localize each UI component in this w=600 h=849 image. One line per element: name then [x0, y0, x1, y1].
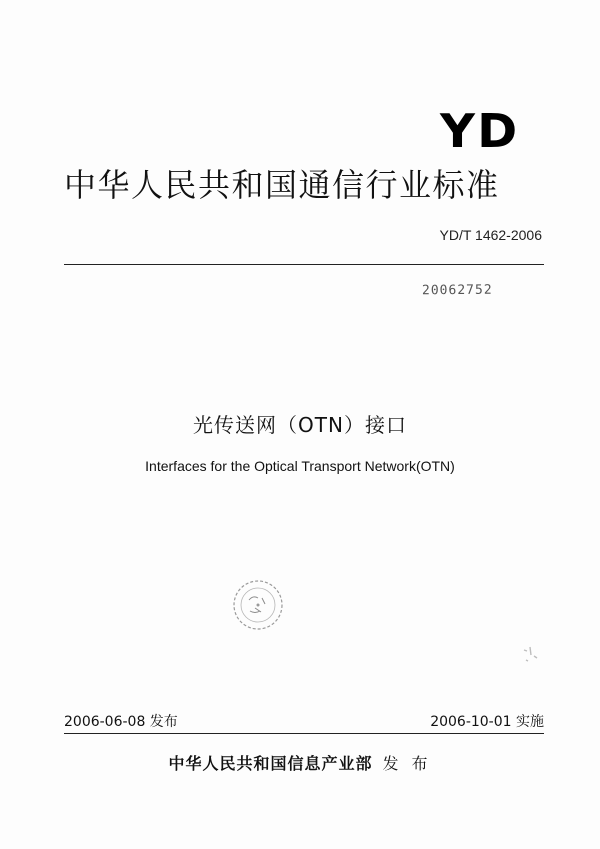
document-title-english: Interfaces for the Optical Transport Network(OTN) [145, 458, 455, 474]
library-stamp-number: 20062752 [421, 282, 493, 299]
issuing-authority [0, 751, 600, 774]
issue-date: 2006-06-08 发布 [64, 714, 178, 730]
document-number: YD/T 1462-2006 [439, 227, 542, 243]
standard-category-title: 中华人民共和国通信行业标准 [64, 166, 500, 204]
top-divider [64, 264, 544, 265]
issuer-action: 发 布 [382, 754, 432, 773]
standard-logo: YD [440, 104, 520, 158]
issuer-name: 中华人民共和国信息产业部 [168, 754, 373, 773]
bottom-divider [64, 733, 544, 734]
implementation-date: 2006-10-01 实施 [430, 714, 544, 730]
seal-stamp-icon [231, 578, 285, 632]
scan-noise-mark [518, 642, 544, 668]
document-title-chinese: 光传送网（OTN）接口 [193, 413, 407, 437]
